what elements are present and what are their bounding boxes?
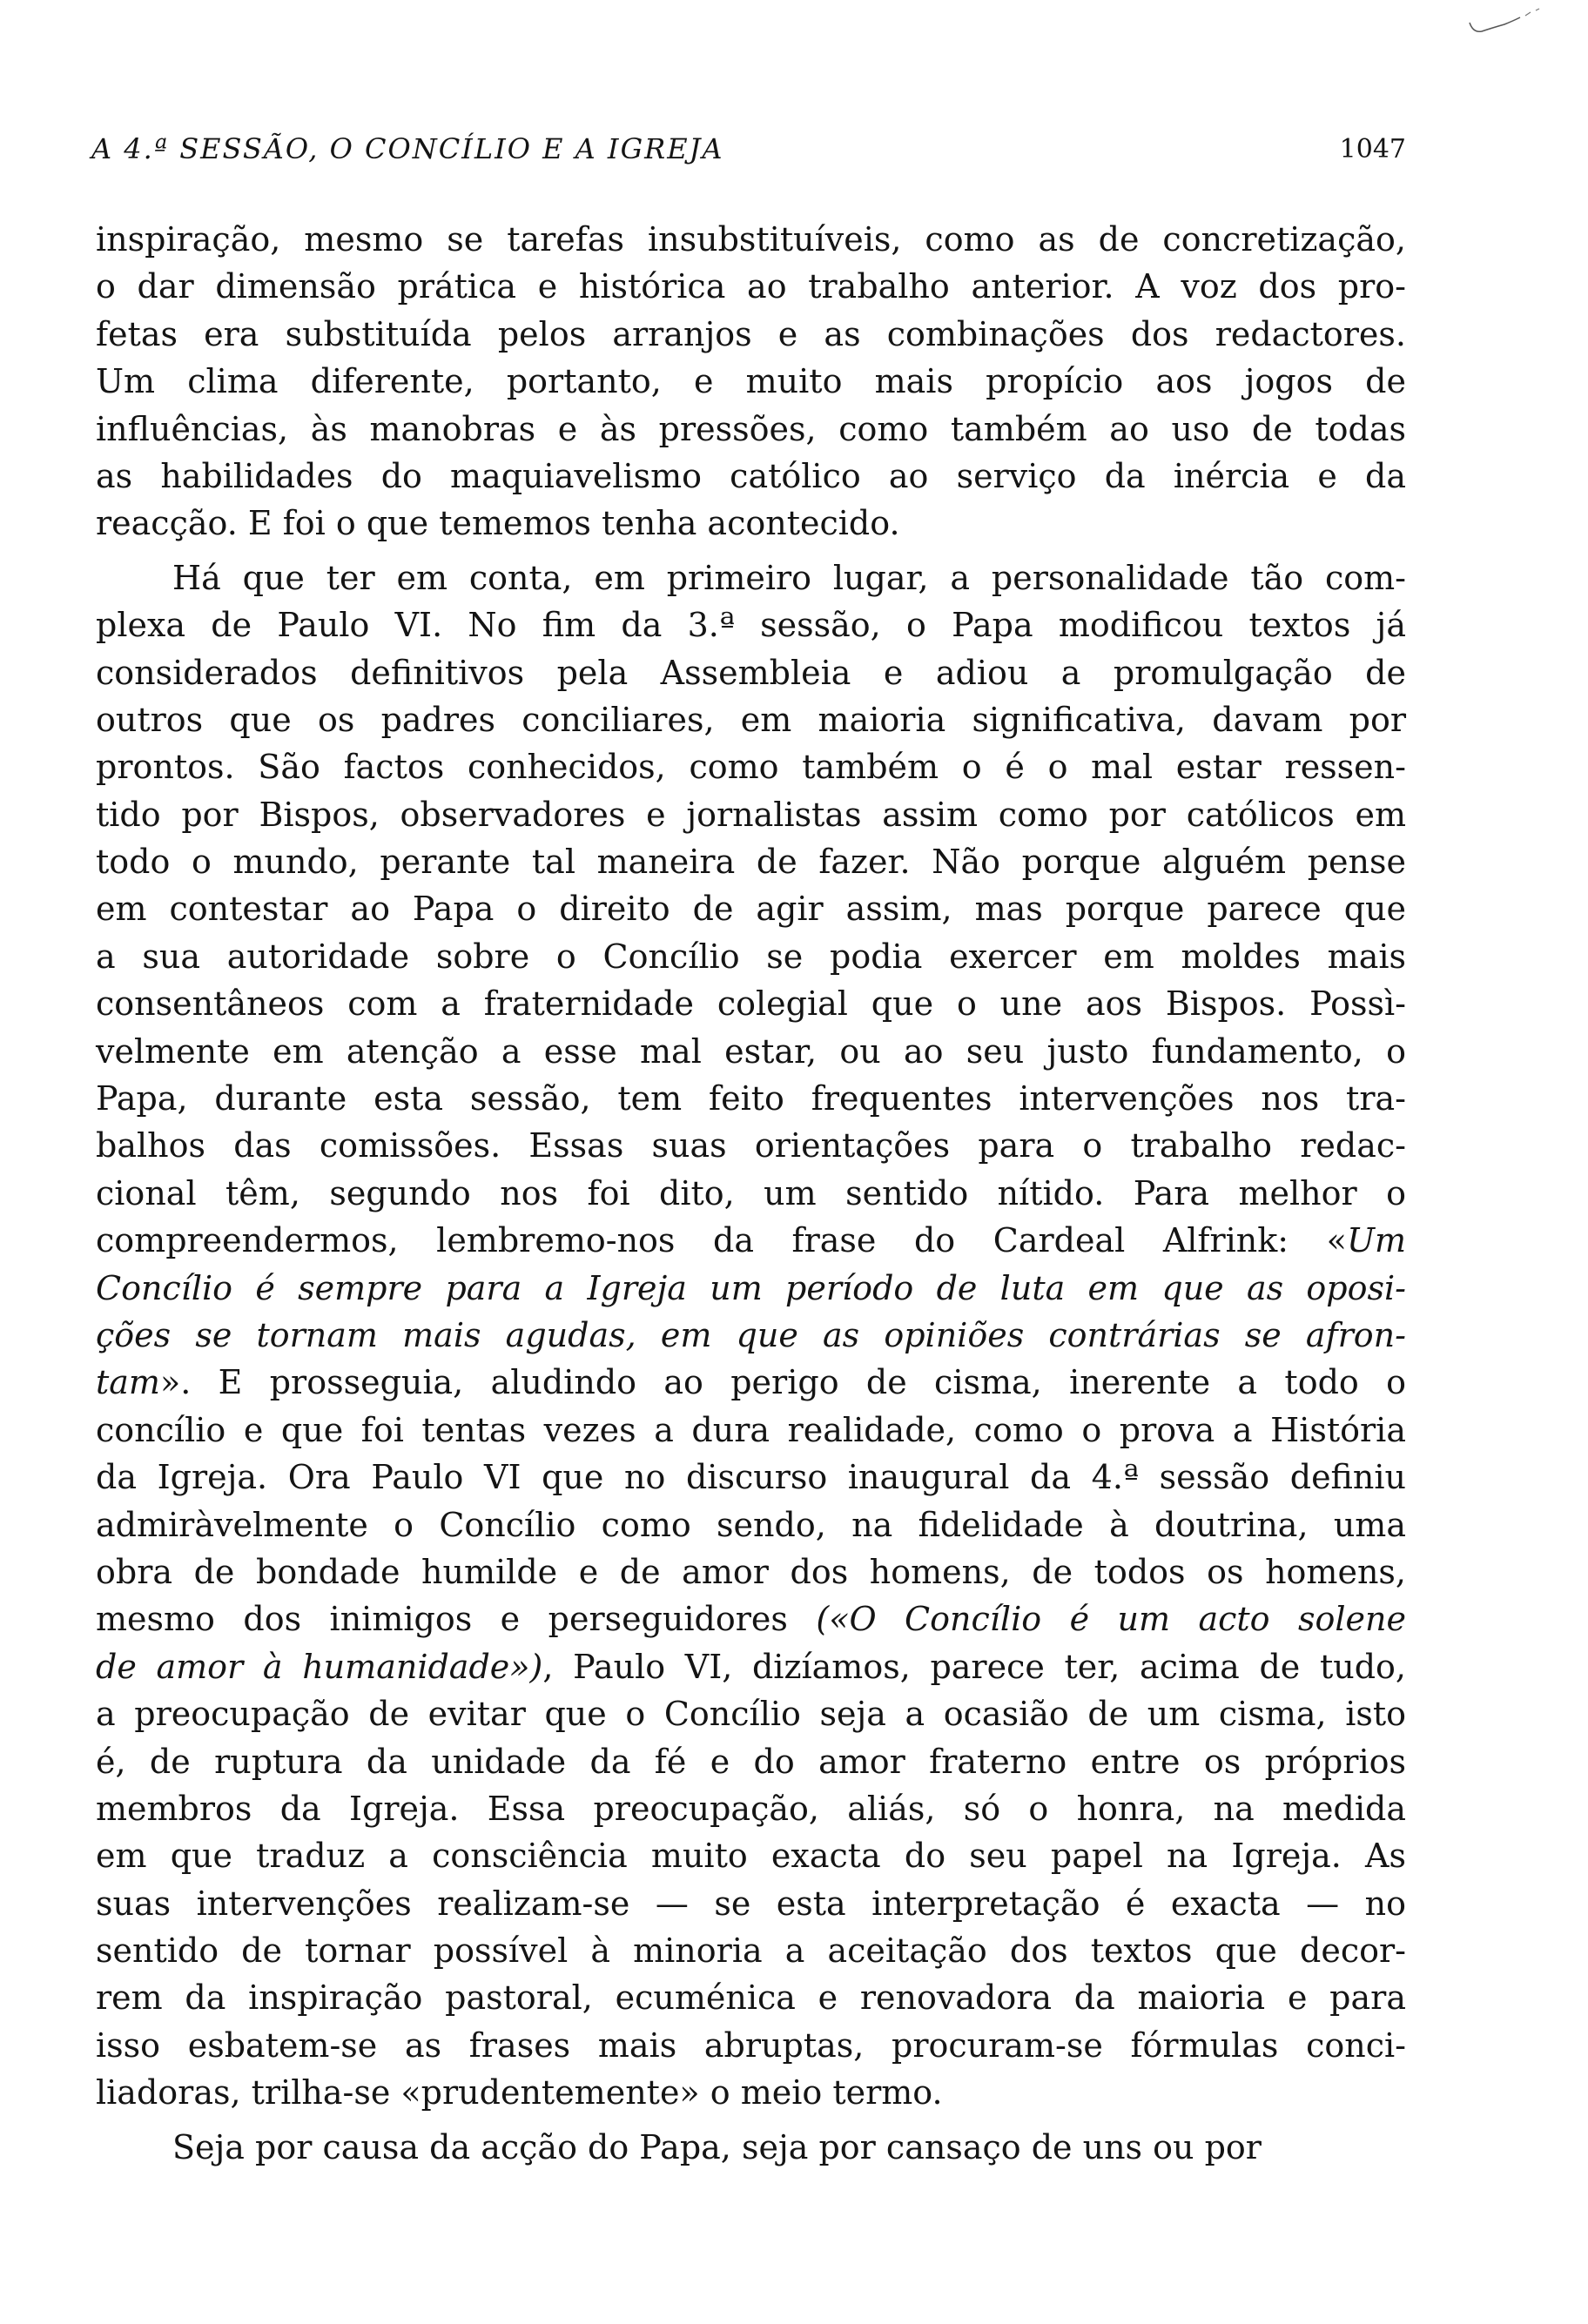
line-text: consentâneos com a fraternidade colegial que o une aos Bispos. Possì-	[96, 984, 1406, 1024]
line-text: todo o mundo, perante tal maneira de fazer. Não porque alguém pense	[96, 843, 1406, 882]
text-line	[96, 1265, 1406, 1312]
line-text: ». E prosseguia, aludindo ao perigo de cisma, inerente a todo o	[159, 1363, 1406, 1402]
line-italic-text: Um	[1346, 1221, 1406, 1260]
text-line	[96, 1312, 1406, 1359]
line-text: inspiração, mesmo se tarefas insubstituíveis, como as de concretização,	[96, 220, 1406, 259]
text-line	[96, 1548, 1406, 1595]
line-text: reacção. E foi o que tememos tenha acontecido.	[96, 504, 900, 543]
text-line	[96, 649, 1406, 696]
line-text: as habilidades do maquiavelismo católico ao serviço da inércia e da	[96, 456, 1406, 495]
line-text: em que traduz a consciência muito exacta do seu papel na Igreja. As	[96, 1837, 1406, 1876]
line-italic-text: («O Concílio é um acto solene	[816, 1600, 1406, 1639]
pencil-mark	[1463, 7, 1550, 42]
line-text: balhos das comissões. Essas suas orientações para o trabalho redac-	[96, 1126, 1406, 1165]
text-line	[96, 980, 1406, 1027]
paragraph	[96, 216, 1406, 547]
text-line	[96, 2124, 1406, 2171]
line-text: Há que ter em conta, em primeiro lugar, a personalidade tão com-	[172, 558, 1406, 597]
text-line	[96, 358, 1406, 405]
line-text: é, de ruptura da unidade da fé e do amor fraterno entre os próprios	[96, 1742, 1406, 1781]
text-line	[96, 406, 1406, 453]
text-line	[96, 743, 1406, 790]
line-text: suas intervenções realizam-se — se esta interpretação é exacta — no	[96, 1884, 1406, 1923]
text-line	[96, 2069, 1406, 2116]
body-text	[96, 216, 1406, 2171]
text-line	[96, 1122, 1406, 1169]
line-text: prontos. São factos conhecidos, como também o é o mal estar ressen-	[96, 748, 1406, 787]
text-line	[96, 933, 1406, 980]
line-text: sentido de tornar possível à minoria a aceitação dos textos que decor-	[96, 1931, 1406, 1971]
text-line	[96, 1075, 1406, 1122]
line-text: liadoras, trilha-se «prudentemente» o meio termo.	[96, 2073, 943, 2112]
line-text: a sua autoridade sobre o Concílio se podia exercer em moldes mais	[96, 937, 1406, 976]
text-line	[96, 1785, 1406, 1832]
line-italic-text: de amor à humanidade»)	[96, 1647, 543, 1686]
line-italic-text: Concílio é sempre para a Igreja um período de luta em que as oposi-	[96, 1268, 1406, 1307]
text-line	[96, 1690, 1406, 1737]
line-text: concílio e que foi tentas vezes a dura realidade, como o prova a História	[96, 1410, 1406, 1449]
text-line	[96, 216, 1406, 263]
paragraph	[96, 2124, 1406, 2171]
line-text: compreendermos, lembremo-nos da frase do Cardeal Alfrink: «	[96, 1221, 1347, 1260]
line-text: Um clima diferente, portanto, e muito mais propício aos jogos de	[96, 362, 1406, 401]
text-line	[96, 1927, 1406, 1974]
text-line	[96, 1501, 1406, 1548]
line-text: velmente em atenção a esse mal estar, ou ao seu justo fundamento, o	[96, 1031, 1406, 1071]
text-line	[96, 1832, 1406, 1879]
text-line	[96, 1454, 1406, 1501]
line-text: Seja por causa da acção do Papa, seja por cansaço de uns ou por	[172, 2127, 1262, 2166]
text-line	[96, 1738, 1406, 1785]
text-line	[96, 1595, 1406, 1642]
line-text: em contestar ao Papa o direito de agir assim, mas porque parece que	[96, 890, 1406, 929]
text-line	[96, 791, 1406, 838]
running-title: A 4.ª SESSÃO, O CONCÍLIO E A IGREJA	[91, 132, 724, 165]
line-text: isso esbatem-se as frases mais abruptas, procuram-se fórmulas conci-	[96, 2025, 1406, 2065]
line-text: obra de bondade humilde e de amor dos homens, de todos os homens,	[96, 1552, 1406, 1591]
line-text: outros que os padres conciliares, em maioria significativa, davam por	[96, 700, 1406, 739]
text-line	[96, 1028, 1406, 1075]
line-text: tido por Bispos, observadores e jornalistas assim como por católicos em	[96, 795, 1406, 834]
text-line	[96, 1359, 1406, 1406]
text-line	[96, 263, 1406, 310]
line-text: , Paulo VI, dizíamos, parece ter, acima de tudo,	[542, 1647, 1406, 1686]
paragraph	[96, 554, 1406, 2117]
text-line	[96, 554, 1406, 601]
text-line	[96, 696, 1406, 743]
line-text: admiràvelmente o Concílio como sendo, na fidelidade à doutrina, uma	[96, 1505, 1406, 1544]
line-text: Papa, durante esta sessão, tem feito frequentes intervenções nos tra-	[96, 1079, 1406, 1118]
line-text: o dar dimensão prática e histórica ao trabalho anterior. A voz dos pro-	[96, 267, 1406, 306]
text-line	[96, 1880, 1406, 1927]
text-line	[96, 885, 1406, 932]
text-line	[96, 1643, 1406, 1690]
text-line	[96, 500, 1406, 547]
page-number: 1047	[1339, 134, 1406, 165]
text-line	[96, 601, 1406, 648]
line-text: a preocupação de evitar que o Concílio seja a ocasião de um cisma, isto	[96, 1695, 1406, 1734]
line-text: considerados definitivos pela Assembleia e adiou a promulgação de	[96, 653, 1406, 692]
text-line	[96, 453, 1406, 500]
line-text: cional têm, segundo nos foi dito, um sentido nítido. Para melhor o	[96, 1173, 1406, 1212]
running-head	[91, 132, 1406, 176]
text-line	[96, 1974, 1406, 2021]
line-text: plexa de Paulo VI. No fim da 3.ª sessão, o Papa modificou textos já	[96, 606, 1406, 645]
line-text: rem da inspiração pastoral, ecuménica e renovadora da maioria e para	[96, 1978, 1406, 2018]
text-line	[96, 1217, 1406, 1264]
text-line	[96, 311, 1406, 358]
line-text: da Igreja. Ora Paulo VI que no discurso inaugural da 4.ª sessão definiu	[96, 1458, 1406, 1497]
line-text: influências, às manobras e às pressões, como também ao uso de todas	[96, 409, 1406, 448]
text-line	[96, 2022, 1406, 2069]
line-text: mesmo dos inimigos e perseguidores	[96, 1600, 817, 1639]
text-line	[96, 1170, 1406, 1217]
line-text: membros da Igreja. Essa preocupação, aliás, só o honra, na medida	[96, 1789, 1406, 1828]
line-italic-text: ções se tornam mais agudas, em que as opiniões contrárias se afron-	[96, 1315, 1406, 1354]
text-line	[96, 1407, 1406, 1454]
text-line	[96, 838, 1406, 885]
line-italic-text: tam	[96, 1363, 160, 1402]
line-text: fetas era substituída pelos arranjos e as combinações dos redactores.	[96, 314, 1406, 353]
